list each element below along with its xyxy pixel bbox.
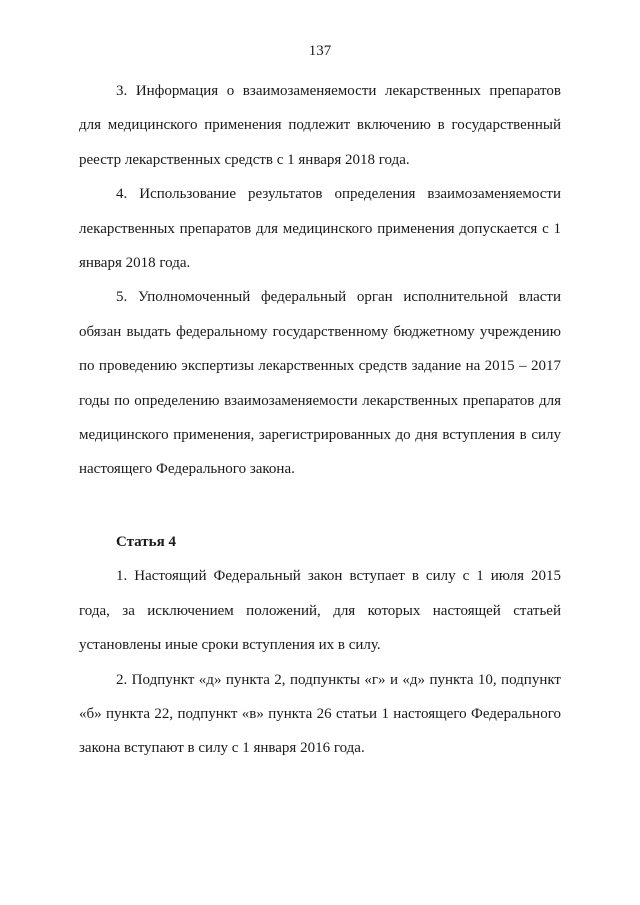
article-4-paragraph-1: 1. Настоящий Федеральный закон вступает в силу с 1 июля 2015 года, за исключением положений, для которых настоящей статьей установлены иные сроки вступления их в силу. [79,568,561,654]
paragraph-4: 4. Использование результатов определения взаимозаменяемости лекарственных препаратов для медицинского применения допускается с 1 января 2018 года. [79,186,561,272]
document-body [79,74,561,766]
paragraph-3: 3. Информация о взаимозаменяемости лекарственных препаратов для медицинского применения подлежит включению в государственный реестр лекарственных средств с 1 января 2018 года. [79,83,561,168]
page-number: 137 [308,43,332,59]
article-4-paragraph-2: 2. Подпункт «д» пункта 2, подпункты «г» и «д» пункта 10, подпункт «б» пункта 22, подпункт «в» пункта 26 статьи 1 настоящего Федерального закона вступают в силу с 1 января 2016 года. [79,671,561,757]
paragraph-5: 5. Уполномоченный федеральный орган исполнительной власти обязан выдать федеральному государственному бюджетному учреждению по проведению экспертизы лекарственных средств задание на 2015 – 2017 годы по определению взаимозаменяемости лекарственных препаратов для медицинского применения, зарегистрированных до дня вступления в силу настоящего Федерального закона. [79,289,561,478]
article-heading: Статья 4 [116,533,176,550]
